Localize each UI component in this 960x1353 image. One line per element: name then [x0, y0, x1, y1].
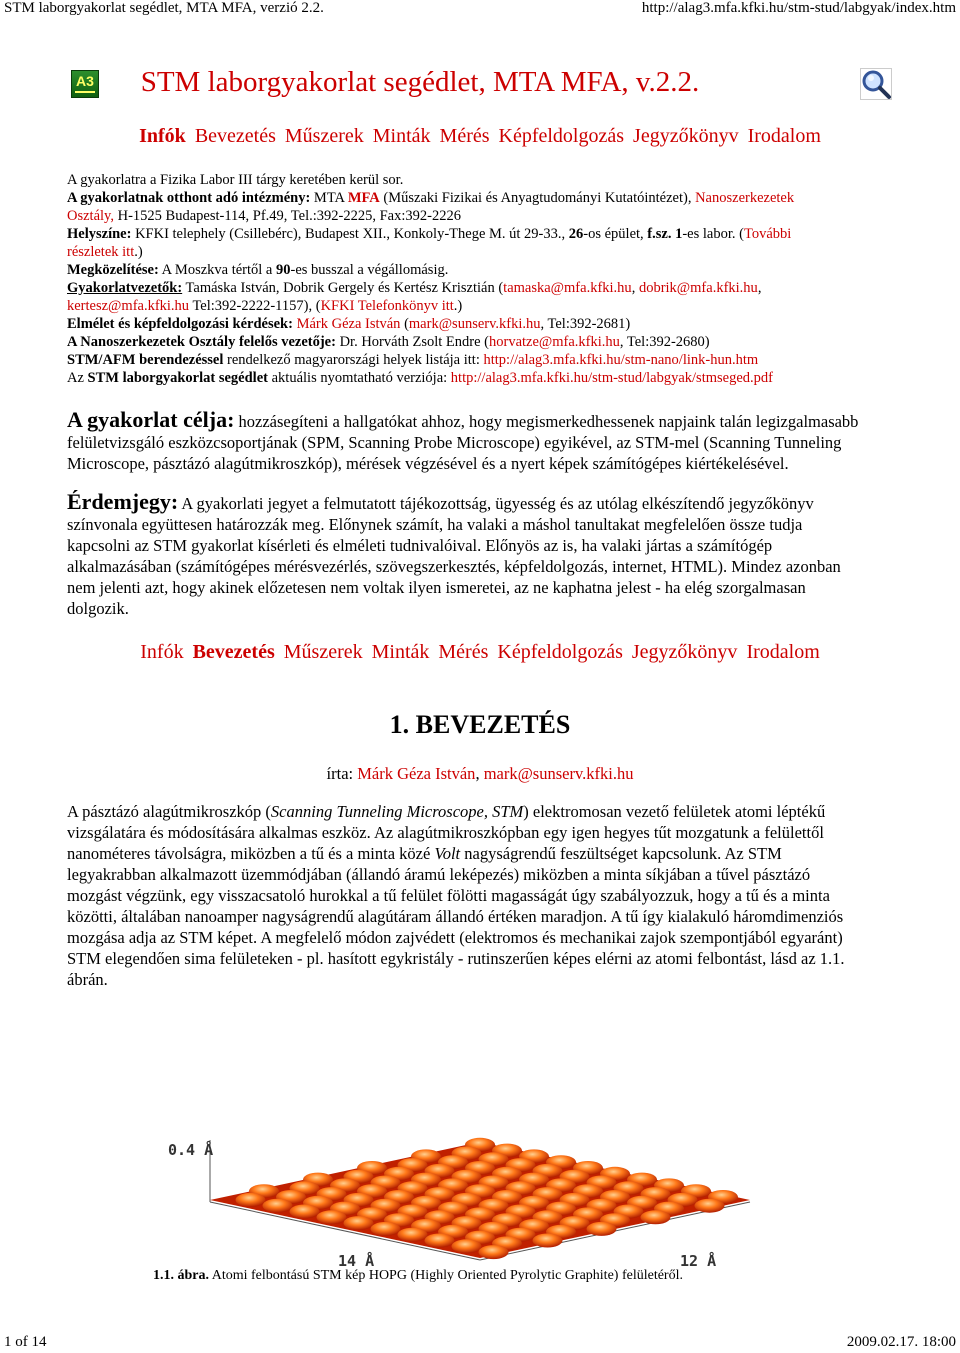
goal-line-1: hozzásegíteni a hallgatókat ahhoz, hogy megismerkedhessenek napjaink talán legizgalmasabb [238, 412, 859, 431]
nav-kepfeldolgozas[interactable]: Képfeldolgozás [497, 641, 623, 663]
grade-line-4: alkalmazásában (számítógépes mérésvezérlés, szövegszerkesztés, képfeldolgozás, internet, HTML). Mindez azonban [67, 557, 841, 576]
y-axis-label: 12 Å [680, 1252, 717, 1270]
intro-l3-a: nanométeres távolságra, miközben a tű és a minta közé [67, 844, 431, 863]
location-label: Helyszíne: [67, 226, 132, 242]
info-intro: A gyakorlatra a Fizika Labor III tárgy keretében kerül sor. [67, 172, 404, 188]
intro-l6: közötti, általában nanoamper nagyságrendű alagútáram állandó értéken maradjon. A tű így kialakuló háromdimenziós [67, 907, 844, 926]
head-text: Dr. Horváth Zsolt Endre ( [339, 334, 489, 350]
section-heading: 1. BEVEZETÉS [389, 710, 571, 739]
list-link[interactable]: http://alag3.mfa.kfki.hu/stm-nano/link-hun.htm [483, 352, 759, 368]
nav-mintak[interactable]: Minták [372, 125, 431, 147]
author-prefix: írta: [326, 764, 354, 783]
host-label: A gyakorlatnak otthont adó intézmény: [67, 190, 311, 206]
approach-label: Megközelítése: [67, 262, 159, 278]
surface-atom-bump [452, 1239, 482, 1253]
surface-atom-bump [587, 1222, 617, 1236]
grade-line-3: kapcsolni az STM gyakorlat kísérleti és elméleti tudnivalóival. Előnyös az is, ha valaki jártas a számítógép [67, 536, 773, 555]
surface-atom-bump [290, 1205, 320, 1219]
x-axis-label: 14 Å [338, 1252, 375, 1270]
author-name-link[interactable]: Márk Géza István [357, 764, 476, 783]
info-list [67, 351, 867, 369]
intro-l7: mozgása adja az STM képet. A megfelelő módon zajvédett (elektromos és mechanikai zajok szempontjából egyaránt) [67, 928, 843, 947]
intro-l8: STM elegendően sima felületeken - pl. hasított egykristály - rutinszerűen képes elérni az atomi felbontást, lásd az 1.1. [67, 949, 845, 968]
theory-email[interactable]: mark@sunserv.kfki.hu [408, 316, 541, 332]
print-footer-page: 1 of 14 [4, 1334, 47, 1350]
grade-line-5: nem jelenti azt, hogy akinek előzetesen nem voltak ilyen ismeretei, az ne kaphatna jelest - ha elég szorgalmasan [67, 578, 806, 597]
info-head [67, 333, 867, 351]
theory-open: ( [404, 316, 409, 332]
nav-meres[interactable]: Mérés [439, 125, 490, 147]
info-supervisors-line2 [67, 297, 867, 315]
host-link-dept-2[interactable]: Osztály, [67, 208, 114, 224]
approach-bus: 90 [276, 262, 291, 278]
caption-text: Atomi felbontású STM kép HOPG (Highly Oriented Pyrolytic Graphite) felületéről. [211, 1268, 683, 1283]
location-more-close: .) [134, 244, 143, 260]
nav-jegyzokonyv[interactable]: Jegyzőkönyv [633, 125, 739, 147]
info-theory [67, 315, 867, 333]
author-line: írta: Márk Géza István, mark@sunserv.kfki.hu [326, 764, 634, 783]
approach-text-2: -es busszal a végállomásig. [290, 262, 449, 278]
print-header-title: STM laborgyakorlat segédlet, MTA MFA, verzió 2.2. [4, 0, 324, 16]
info-location-line2 [67, 243, 867, 261]
approach-text: A Moszkva tértől a [161, 262, 273, 278]
print-link[interactable]: http://alag3.mfa.kfki.hu/stm-stud/labgyak/stmseged.pdf [450, 370, 773, 386]
nav-bar-middle [0, 641, 960, 664]
supervisors-close: .) [453, 298, 463, 314]
intro-l1-b: ) elektromosan vezető felületek atomi léptékű [523, 802, 826, 821]
intro-l1-a: A pásztázó alagútmikroszkóp ( [67, 802, 271, 821]
nav-infok[interactable]: Infók [139, 125, 186, 147]
location-more-open: ( [739, 226, 744, 242]
head-tel: , Tel:392-2680) [619, 334, 710, 350]
intro-l4: legyakrabban alkalmazott üzemmódjában (állandó áramú leképezés) miközben a minta síkjában a tűvel pásztázó [67, 865, 811, 884]
intro-l2: vizsgálatára és módosítására alkalmas eszköz. Az alagútmikroszkópban egy igen hegyes tűt mozgatunk a felülettől [67, 823, 824, 842]
supervisors-label: Gyakorlatvezetők: [67, 280, 183, 296]
grade-heading: Érdemjegy: [67, 489, 179, 514]
print-footer-date: 2009.02.17. 18:00 [846, 1334, 956, 1350]
info-host [67, 189, 867, 207]
surface-atom-bump [398, 1228, 428, 1242]
grade-paragraph [67, 491, 897, 619]
surface-atom-bump [533, 1234, 563, 1248]
host-link-dept[interactable]: Nanoszerkezetek [695, 190, 795, 206]
location-floor: f.sz. 1 [647, 226, 683, 242]
nav-infok[interactable]: Infók [140, 641, 184, 663]
nav-bar-top [0, 125, 960, 148]
host-link-mfa[interactable]: MFA [347, 190, 380, 206]
nav-muszerek[interactable]: Műszerek [284, 125, 364, 147]
surface-atom-bump [344, 1216, 374, 1230]
goal-paragraph [67, 409, 897, 474]
supervisors-tel: Tel:392-2222-1157), ( [192, 298, 321, 314]
theory-label: Elmélet és képfeldolgozási kérdések: [67, 316, 293, 332]
intro-l5: mozgást végzünk, egy visszacsatoló hurokkal a tű felület fölötti magasságát úgy szabályozzuk, hogy a tű és a minta [67, 886, 830, 905]
surface-atom-bump [371, 1222, 401, 1236]
caption-number: 1.1. ábra. [153, 1268, 209, 1283]
figure-caption [153, 1268, 683, 1284]
stm-surface-figure [150, 1120, 780, 1270]
supervisors-text: Tamáska István, Dobrik Gergely és Kertész Krisztián ( [185, 280, 504, 296]
surface-atom-bump [641, 1210, 671, 1224]
grade-line-6: dolgozik. [67, 599, 129, 618]
location-more-link-2[interactable]: részletek itt [67, 244, 135, 260]
head-email[interactable]: horvatze@mfa.kfki.hu [488, 334, 620, 350]
grade-line-1: A gyakorlati jegyet a felmutatott tájékozottság, ügyesség és az utólag elkészítendő jegyzőkönyv [181, 494, 814, 513]
info-approach [67, 261, 867, 279]
theory-name-link[interactable]: Márk Géza István [296, 316, 401, 332]
info-supervisors: Gyakorlatvezetők: Tamáska István, Dobrik Gergely és Kertész Krisztián (tamaska@mfa.kfki.hu, dobrik@mfa.kfki.hu, [67, 280, 762, 296]
surface-atom-bump [425, 1234, 455, 1248]
host-address: H-1525 Budapest-114, Pf.49, Tel.:392-2225, Fax:392-2226 [117, 208, 461, 224]
location-more-link-1[interactable]: További [743, 226, 792, 242]
surface-atom-bump [695, 1199, 725, 1213]
nav-bevezetes[interactable]: Bevezetés [192, 641, 275, 663]
host-text-1: MTA [313, 190, 345, 206]
site-title: STM laborgyakorlat segédlet, MTA MFA, v.2.2. [140, 66, 700, 98]
z-axis-label: 0.4 Å [168, 1141, 214, 1159]
info-host-line2 [67, 207, 867, 225]
list-text: rendelkező magyarországi helyek listája itt: [227, 352, 480, 368]
surface-atom-bump [317, 1210, 347, 1224]
nav-irodalom[interactable]: Irodalom [747, 125, 821, 147]
goal-line-3: Microscope, pásztázó alagútmikroszkóp), mérések végzésével és a nyert képek számítógépes kiértékelésével. [67, 454, 789, 473]
nav-jegyzokonyv[interactable]: Jegyzőkönyv [631, 641, 738, 663]
nav-irodalom[interactable]: Irodalom [746, 641, 820, 663]
supervisors-email-2[interactable]: dobrik@mfa.kfki.hu [638, 280, 758, 296]
intro-l3-italic: Volt [434, 844, 461, 863]
print-text-2: aktuális nyomtatható verziója: [271, 370, 448, 386]
location-text-2: -os épület, [583, 226, 644, 242]
intro-l1-italic: Scanning Tunneling Microscope, STM [270, 802, 524, 821]
head-label: A Nanoszerkezetek Osztály felelős vezetője: [67, 334, 336, 350]
info-print [67, 369, 867, 387]
location-text-1: KFKI telephely (Csillebérc), Budapest XII., Konkoly-Thege M. út 29-33., [135, 226, 566, 242]
theory-tel: , Tel:392-2681) [540, 316, 631, 332]
supervisors-phonebook-link[interactable]: KFKI Telefonkönyv itt [320, 298, 454, 314]
supervisors-email-1[interactable]: tamaska@mfa.kfki.hu [503, 280, 632, 296]
goal-heading: A gyakorlat célja: [67, 407, 235, 432]
surface-atom-bump [263, 1199, 293, 1213]
location-building: 26 [568, 226, 584, 242]
supervisors-email-3[interactable]: kertesz@mfa.kfki.hu [67, 298, 190, 314]
list-label: STM/AFM berendezéssel [67, 352, 224, 368]
intro-l3-b: nagyságrendű feszültséget kapcsolunk. Az STM [464, 844, 782, 863]
intro-paragraph [67, 801, 897, 990]
magnifier-search-icon[interactable] [860, 68, 892, 100]
print-text-1: Az [67, 370, 84, 386]
surface-atom-bump [479, 1245, 509, 1259]
nav-muszerek[interactable]: Műszerek [283, 641, 363, 663]
print-header-url: http://alag3.mfa.kfki.hu/stm-stud/labgyak/index.htm [641, 0, 956, 16]
stm-surface [210, 1138, 750, 1259]
print-bold: STM laborgyakorlat segédlet [87, 370, 268, 386]
location-text-3: -es labor. [682, 226, 736, 242]
grade-line-2: színvonala együttesen határozzák meg. Előnynek számít, ha valaki a máshol tanultakat megfelelően össze tudja [67, 515, 803, 534]
author-email-link[interactable]: mark@sunserv.kfki.hu [483, 764, 634, 783]
info-location [67, 225, 867, 243]
intro-l9: ábrán. [67, 970, 108, 989]
nav-kepfeldolgozas[interactable]: Képfeldolgozás [498, 125, 625, 147]
host-text-2: (Műszaki Fizikai és Anyagtudományi Kutatóintézet), [383, 190, 692, 206]
surface-atom-bump [236, 1193, 266, 1207]
nav-meres[interactable]: Mérés [438, 641, 489, 663]
nav-bevezetes[interactable]: Bevezetés [194, 125, 276, 147]
info-block [67, 171, 867, 387]
logo-text: A3 [76, 73, 94, 89]
goal-line-2: felületvizsgáló eszközcsoportjának (SPM, Scanning Probe Microscope) egyikével, az STM-mel (Scanning Tunneling [67, 433, 842, 452]
nav-mintak[interactable]: Minták [371, 641, 430, 663]
